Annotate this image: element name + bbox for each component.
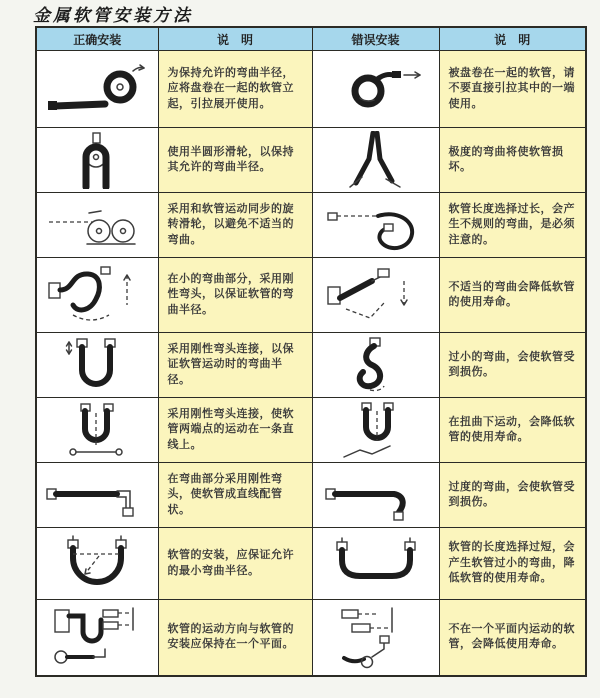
hose-straight-with-rigid-elbow-icon [41,466,153,524]
correct-desc-cell: 采用刚性弯头连接，以保证软管运动时的弯曲半径。 [158,333,312,398]
hose-u-with-rigid-elbows-icon [41,336,153,394]
hose-installation-table [35,26,587,677]
wrong-desc-cell: 过度的弯曲，会使软管受到损伤。 [439,463,586,528]
wrong-image-cell [312,528,439,600]
header-description-1: 说 明 [158,27,312,51]
correct-image-cell [36,193,158,258]
wrong-desc-cell: 被盘卷在一起的软管，请不要直接引拉其中的一端使用。 [439,51,586,128]
correct-desc-cell: 采用刚性弯头连接，使软管两端点的运动在一条直线上。 [158,398,312,463]
hose-excess-length-loop-icon [320,196,432,254]
table-row [36,333,586,398]
correct-desc-cell: 采用和软管运动同步的旋转滑轮，以避免不适当的弯曲。 [158,193,312,258]
hose-twisted-motion-icon [320,401,432,459]
table-row [36,528,586,600]
correct-desc-cell: 软管的安装，应保证允许的最小弯曲半径。 [158,528,312,600]
hose-multi-plane-routing-icon [320,602,432,672]
header-row [36,27,586,51]
hose-too-short-shallow-u-icon [320,532,432,596]
hose-u-inline-motion-icon [41,401,153,459]
wrong-desc-cell: 过小的弯曲，会使软管受到损伤。 [439,333,586,398]
coiled-hose-end-pulled-icon [320,58,432,120]
table-row [36,463,586,528]
correct-desc-cell: 在小的弯曲部分，采用刚性弯头，以保证软管的弯曲半径。 [158,258,312,333]
table-row [36,600,586,676]
hose-too-small-bend-icon [320,336,432,394]
table-row [36,193,586,258]
correct-image-cell [36,258,158,333]
wrong-image-cell [312,333,439,398]
page-title: 金属软管安装方法 [33,6,193,25]
wrong-desc-cell: 软管长度选择过长，会产生不规则的弯曲，是必须注意的。 [439,193,586,258]
correct-image-cell [36,51,158,128]
correct-image-cell [36,398,158,463]
wrong-desc-cell: 软管的长度选择过短，会产生软管过小的弯曲，降低软管的使用寿命。 [439,528,586,600]
correct-desc-cell: 使用半圆形滑轮，以保持其允许的弯曲半径。 [158,128,312,193]
header-correct-install: 正确安装 [36,27,158,51]
wrong-desc-cell: 极度的弯曲将使软管损坏。 [439,128,586,193]
wrong-image-cell [312,128,439,193]
wrong-image-cell [312,600,439,676]
wrong-image-cell [312,258,439,333]
correct-image-cell [36,528,158,600]
correct-desc-cell: 软管的运动方向与软管的安装应保持在一个平面。 [158,600,312,676]
hose-synchronized-rollers-icon [41,196,153,254]
table-row [36,258,586,333]
wrong-image-cell [312,398,439,463]
header-description-2: 说 明 [439,27,586,51]
hose-single-plane-routing-icon [41,602,153,672]
hose-extreme-bend-hanging-icon [320,131,432,189]
correct-desc-cell: 在弯曲部分采用刚性弯头，使软管成直线配管状。 [158,463,312,528]
hose-overbent-end-icon [320,466,432,524]
hose-min-bend-radius-u-icon [41,532,153,596]
correct-image-cell [36,463,158,528]
hose-improper-sharp-bend-icon [320,261,432,329]
correct-image-cell [36,333,158,398]
table-row [36,398,586,463]
coiled-hose-standing-unroll-icon [41,58,153,120]
correct-image-cell [36,128,158,193]
wrong-image-cell [312,193,439,258]
table-row [36,51,586,128]
wrong-desc-cell: 不适当的弯曲会降低软管的使用寿命。 [439,258,586,333]
wrong-desc-cell: 不在一个平面内运动的软管，会降低使用寿命。 [439,600,586,676]
table-row [36,128,586,193]
wrong-image-cell [312,51,439,128]
header-wrong-install: 错误安装 [312,27,439,51]
correct-desc-cell: 为保持允许的弯曲半径，应将盘卷在一起的软管立起，引拉展开使用。 [158,51,312,128]
hose-rigid-elbow-small-bend-icon [41,261,153,329]
correct-image-cell [36,600,158,676]
wrong-desc-cell: 在扭曲下运动，会降低软管的使用寿命。 [439,398,586,463]
hose-over-semicircular-pulley-icon [41,131,153,189]
wrong-image-cell [312,463,439,528]
